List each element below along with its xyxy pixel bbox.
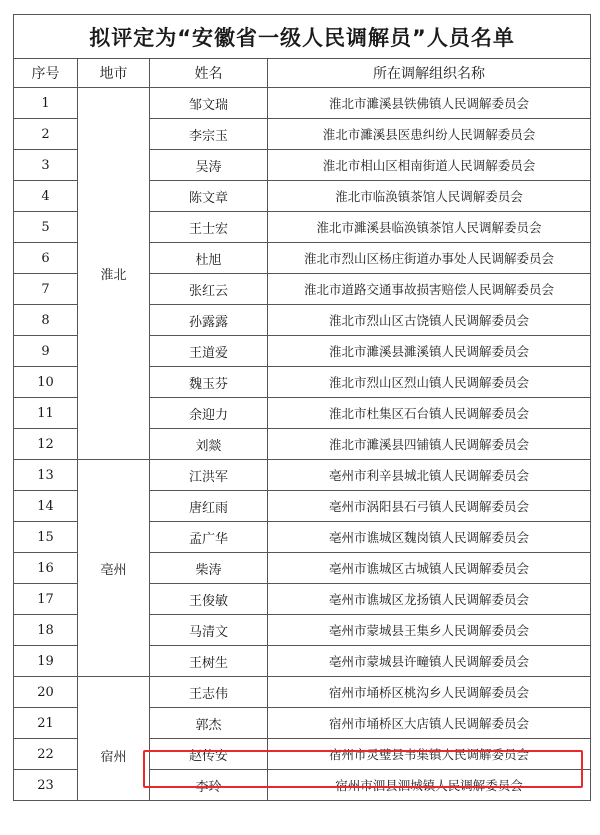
name-cell: 邹文瑞 (150, 88, 268, 119)
org-cell: 淮北市濉溪县医患纠纷人民调解委员会 (268, 119, 591, 150)
name-cell: 陈文章 (150, 181, 268, 212)
name-cell: 赵传安 (150, 739, 268, 770)
city-cell-bozhou: 亳州 (78, 460, 150, 677)
seq-cell: 8 (14, 305, 78, 336)
document-title: 拟评定为“安徽省一级人民调解员”人员名单 (14, 15, 591, 59)
org-cell: 淮北市杜集区石台镇人民调解委员会 (268, 398, 591, 429)
seq-cell: 6 (14, 243, 78, 274)
header-name: 姓名 (150, 59, 268, 88)
org-cell: 淮北市濉溪县临涣镇茶馆人民调解委员会 (268, 212, 591, 243)
seq-cell: 20 (14, 677, 78, 708)
org-cell: 淮北市濉溪县铁佛镇人民调解委员会 (268, 88, 591, 119)
header-seq: 序号 (14, 59, 78, 88)
seq-cell: 19 (14, 646, 78, 677)
seq-cell: 4 (14, 181, 78, 212)
seq-cell: 2 (14, 119, 78, 150)
table-row (14, 88, 591, 119)
seq-cell: 21 (14, 708, 78, 739)
name-cell: 马清文 (150, 615, 268, 646)
seq-cell: 12 (14, 429, 78, 460)
org-cell: 宿州市泗县泗城镇人民调解委员会 (268, 770, 591, 801)
org-cell: 宿州市埇桥区桃沟乡人民调解委员会 (268, 677, 591, 708)
seq-cell: 14 (14, 491, 78, 522)
org-cell: 宿州市埇桥区大店镇人民调解委员会 (268, 708, 591, 739)
name-cell: 余迎力 (150, 398, 268, 429)
name-cell: 孙露露 (150, 305, 268, 336)
seq-cell: 15 (14, 522, 78, 553)
org-cell: 淮北市相山区相南街道人民调解委员会 (268, 150, 591, 181)
name-cell: 刘燚 (150, 429, 268, 460)
name-cell: 杜旭 (150, 243, 268, 274)
name-cell: 王志伟 (150, 677, 268, 708)
org-cell: 淮北市濉溪县四铺镇人民调解委员会 (268, 429, 591, 460)
header-org: 所在调解组织名称 (268, 59, 591, 88)
org-cell: 亳州市蒙城县许疃镇人民调解委员会 (268, 646, 591, 677)
seq-cell: 23 (14, 770, 78, 801)
seq-cell: 13 (14, 460, 78, 491)
name-cell: 王俊敏 (150, 584, 268, 615)
org-cell: 淮北市烈山区古饶镇人民调解委员会 (268, 305, 591, 336)
name-cell: 唐红雨 (150, 491, 268, 522)
org-cell: 亳州市利辛县城北镇人民调解委员会 (268, 460, 591, 491)
header-row (14, 59, 591, 88)
seq-cell: 22 (14, 739, 78, 770)
name-cell: 魏玉芬 (150, 367, 268, 398)
org-cell: 宿州市灵璧县韦集镇人民调解委员会 (268, 739, 591, 770)
org-cell: 淮北市濉溪县濉溪镇人民调解委员会 (268, 336, 591, 367)
org-cell: 淮北市烈山区烈山镇人民调解委员会 (268, 367, 591, 398)
org-cell: 亳州市谯城区龙扬镇人民调解委员会 (268, 584, 591, 615)
name-cell: 王士宏 (150, 212, 268, 243)
seq-cell: 3 (14, 150, 78, 181)
name-cell: 王道爱 (150, 336, 268, 367)
name-cell: 孟广华 (150, 522, 268, 553)
name-cell: 柴涛 (150, 553, 268, 584)
seq-cell: 10 (14, 367, 78, 398)
city-cell-huaibei: 淮北 (78, 88, 150, 460)
seq-cell: 11 (14, 398, 78, 429)
name-cell: 张红云 (150, 274, 268, 305)
name-cell: 吴涛 (150, 150, 268, 181)
org-cell: 淮北市烈山区杨庄街道办事处人民调解委员会 (268, 243, 591, 274)
table-row (14, 460, 591, 491)
name-cell: 江洪军 (150, 460, 268, 491)
table-row (14, 677, 591, 708)
seq-cell: 7 (14, 274, 78, 305)
seq-cell: 1 (14, 88, 78, 119)
city-cell-suzhou: 宿州 (78, 677, 150, 801)
seq-cell: 18 (14, 615, 78, 646)
name-cell: 李宗玉 (150, 119, 268, 150)
document-page (13, 14, 590, 801)
seq-cell: 9 (14, 336, 78, 367)
org-cell: 亳州市谯城区魏岗镇人民调解委员会 (268, 522, 591, 553)
header-city: 地市 (78, 59, 150, 88)
name-cell: 王树生 (150, 646, 268, 677)
roster-table (13, 14, 591, 801)
org-cell: 亳州市蒙城县王集乡人民调解委员会 (268, 615, 591, 646)
org-cell: 淮北市临涣镇茶馆人民调解委员会 (268, 181, 591, 212)
org-cell: 亳州市涡阳县石弓镇人民调解委员会 (268, 491, 591, 522)
org-cell: 亳州市谯城区古城镇人民调解委员会 (268, 553, 591, 584)
seq-cell: 5 (14, 212, 78, 243)
seq-cell: 16 (14, 553, 78, 584)
seq-cell: 17 (14, 584, 78, 615)
org-cell: 淮北市道路交通事故损害赔偿人民调解委员会 (268, 274, 591, 305)
name-cell: 李玲 (150, 770, 268, 801)
name-cell: 郭杰 (150, 708, 268, 739)
